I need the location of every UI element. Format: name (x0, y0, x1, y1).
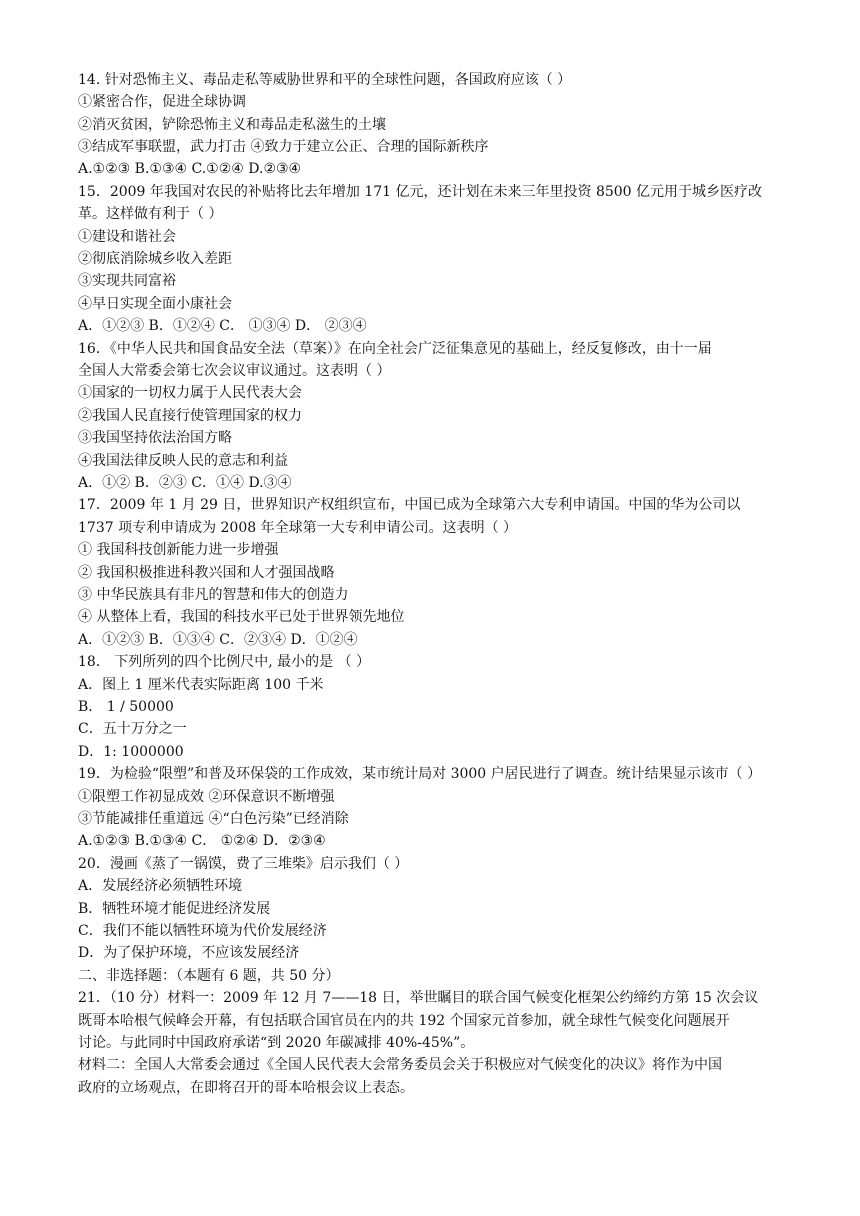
question-21-material-1: 21．（10 分）材料一：2009 年 12 月 7——18 日，举世瞩目的联合国气候变化框架公约缔约方第 15 次会议 (78, 990, 759, 1006)
question-16-option-1: ①国家的一切权力属于人民代表大会 (78, 385, 302, 401)
question-20-option-b: B．牺牲环境才能促进经济发展 (78, 901, 271, 917)
question-15-option-2: ②彻底消除城乡收入差距 (78, 251, 232, 267)
section-heading: 二、非选择题：（本题有 6 题，共 50 分） (78, 968, 340, 984)
question-20-stem: 20．漫画《蒸了一锅馍，费了三堆柴》启示我们（ ） (78, 856, 409, 872)
question-21-material-2-cont: 政府的立场观点，在即将召开的哥本哈根会议上表态。 (78, 1080, 414, 1096)
question-18-option-a: A．图上 1 厘米代表实际距离 100 千米 (78, 677, 324, 693)
question-15-stem-cont: 革。这样做有利于（ ） (78, 206, 223, 222)
question-20-option-a: A．发展经济必须牺牲环境 (78, 878, 243, 894)
question-18-option-d: D．1: 1000000 (78, 744, 184, 760)
question-19-stem: 19．为检验“限塑”和普及环保袋的工作成效，某市统计局对 3000 户居民进行了调查。统计结果显示该市（ ） (78, 766, 762, 782)
question-16-choices: A．①② B．②③ C．①④ D.③④ (78, 475, 292, 491)
question-16-option-3: ③我国坚持依法治国方略 (78, 430, 232, 446)
question-14-option-3-4: ③结成军事联盟，武力打击 ④致力于建立公正、合理的国际新秩序 (78, 139, 489, 155)
question-17-option-4: ④ 从整体上看，我国的科技水平已处于世界领先地位 (78, 609, 405, 625)
question-16-stem: 16．《中华人民共和国食品安全法（草案）》在向全社会广泛征集意见的基础上，经反复修改，由十一届 (78, 341, 712, 357)
question-21-material-1-cont: 既哥本哈根气候峰会开幕，有包括联合国官员在内的共 192 个国家元首参加，就全球性气候变化问题展开 (78, 1013, 730, 1029)
question-20-option-c: C．我们不能以牺牲环境为代价发展经济 (78, 923, 327, 939)
question-21-material-2: 材料二：全国人大常委会通过《全国人民代表大会常务委员会关于积极应对气候变化的决议》将作为中国 (78, 1057, 722, 1073)
question-18-option-b: B． 1 / 50000 (78, 699, 174, 715)
question-15-option-1: ①建设和谐社会 (78, 229, 176, 245)
question-17-stem: 17．2009 年 1 月 29 日，世界知识产权组织宣布，中国已成为全球第六大专利申请国。中国的华为公司以 (78, 497, 741, 513)
question-19-option-3-4: ③节能减排任重道远 ④“白色污染”已经消除 (78, 811, 349, 827)
question-17-option-1: ① 我国科技创新能力进一步增强 (78, 542, 279, 558)
question-21-material-1-end: 讨论。与此同时中国政府承诺“到 2020 年碳减排 40%-45%”。 (78, 1035, 475, 1051)
question-18-stem: 18． 下列所列的四个比例尺中, 最小的是 （ ） (78, 654, 371, 670)
question-14-choices: A.①②③ B.①③④ C.①②④ D.②③④ (78, 161, 302, 177)
question-15-choices: A．①②③ B．①②④ C． ①③④ D． ②③④ (78, 318, 367, 334)
question-15-option-3: ③实现共同富裕 (78, 273, 176, 289)
question-18-option-c: C．五十万分之一 (78, 721, 187, 737)
question-16-option-2: ②我国人民直接行使管理国家的权力 (78, 408, 302, 424)
question-17-stem-cont: 1737 项专利申请成为 2008 年全球第一大专利申请公司。这表明（ ） (78, 520, 518, 536)
question-20-option-d: D．为了保护环境，不应该发展经济 (78, 945, 300, 961)
question-19-option-1-2: ①限塑工作初显成效 ②环保意识不断增强 (78, 789, 335, 805)
question-15-option-4: ④早日实现全面小康社会 (78, 296, 232, 312)
question-14-option-2: ②消灭贫困，铲除恐怖主义和毒品走私滋生的土壤 (78, 117, 386, 133)
question-17-option-2: ② 我国积极推进科教兴国和人才强国战略 (78, 565, 335, 581)
question-17-option-3: ③ 中华民族具有非凡的智慧和伟大的创造力 (78, 587, 349, 603)
question-15-stem: 15．2009 年我国对农民的补贴将比去年增加 171 亿元，还计划在未来三年里投资 8500 亿元用于城乡医疗改 (78, 184, 763, 200)
question-19-choices: A.①②③ B.①③④ C． ①②④ D．②③④ (78, 833, 326, 849)
question-14-option-1: ①紧密合作，促进全球协调 (78, 94, 246, 110)
question-16-option-4: ④我国法律反映人民的意志和利益 (78, 453, 288, 469)
question-14-stem: 14. 针对恐怖主义、毒品走私等威胁世界和平的全球性问题，各国政府应该（ ） (78, 72, 572, 88)
question-16-stem-cont: 全国人大常委会第七次会议审议通过。这表明（ ） (78, 363, 391, 379)
question-17-choices: A．①②③ B．①③④ C．②③④ D．①②④ (78, 632, 358, 648)
